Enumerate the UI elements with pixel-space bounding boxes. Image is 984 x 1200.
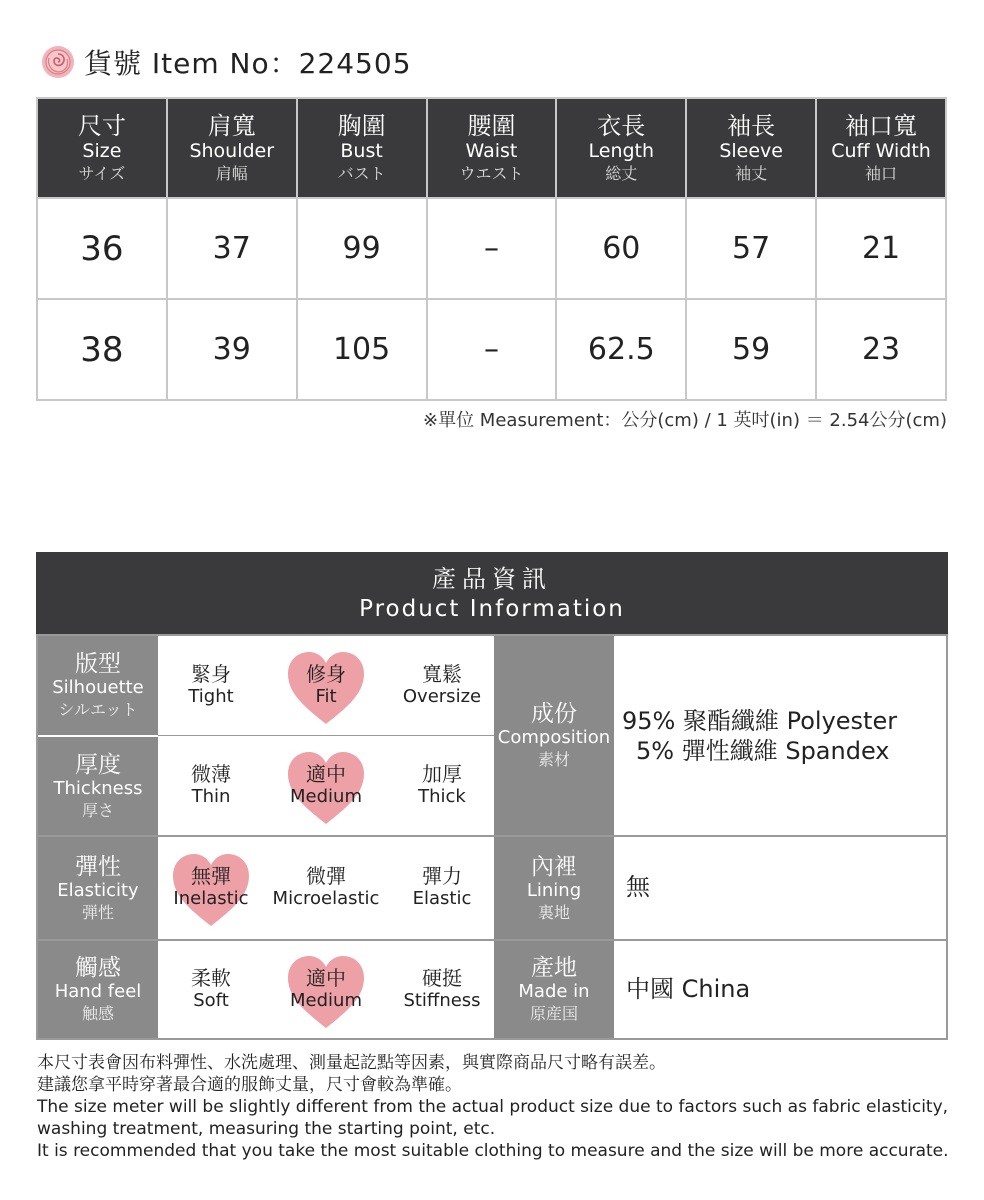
composition-value [622, 706, 897, 766]
origin-value: 中國 China [626, 975, 751, 1003]
option-oversize: 寬鬆 Oversize [402, 662, 482, 707]
item-header [40, 40, 412, 84]
footer-notes [37, 1052, 957, 1162]
footer-line: washing treatment, measuring the starting point, etc. [37, 1119, 496, 1139]
option-tight: 緊身 Tight [188, 662, 234, 707]
divider [36, 835, 948, 837]
divider [946, 634, 948, 1040]
footer-line: 本尺寸表會因布料彈性、水洗處理、測量起訖點等因素，與實際商品尺寸略有誤差。 [37, 1053, 666, 1073]
option-inelastic: 無彈 Inelastic [156, 864, 266, 910]
bust-cell: 99 [297, 198, 427, 299]
label-lining: 內裡 Lining 裏地 [494, 837, 614, 939]
table-row [37, 198, 946, 299]
divider [36, 1038, 948, 1040]
option-microelastic: 微彈 Microelastic [272, 864, 380, 909]
header-sleeve: 袖長 Sleeve 袖丈 [686, 98, 816, 198]
option-stiffness: 硬挺 Stiffness [403, 966, 481, 1011]
header-size: 尺寸 Size サイズ [37, 98, 167, 198]
label-silhouette: 版型 Silhouette シルエット [38, 636, 158, 735]
header-shoulder: 肩寬 Shoulder 肩幅 [167, 98, 297, 198]
waist-cell: – [427, 299, 557, 400]
header-bust: 胸圍 Bust バスト [297, 98, 427, 198]
divider [158, 735, 494, 736]
option-medium-feel: 適中 Medium [271, 966, 381, 1012]
size-table-header [37, 98, 946, 198]
length-cell: 62.5 [556, 299, 686, 400]
option-fit: 修身 Fit [271, 662, 381, 708]
header-waist: 腰圍 Waist ウエスト [427, 98, 557, 198]
footer-line: 建議您拿平時穿著最合適的服飾丈量，尺寸會較為準確。 [37, 1075, 462, 1095]
size-cell: 38 [37, 299, 167, 400]
sleeve-cell: 59 [686, 299, 816, 400]
length-cell: 60 [556, 198, 686, 299]
label-thickness: 厚度 Thickness 厚さ [38, 737, 158, 835]
size-cell: 36 [37, 198, 167, 299]
label-composition: 成份 Composition 素材 [494, 636, 614, 835]
footer-line: It is recommended that you take the most suitable clothing to measure and the size will be more accurate. [37, 1141, 949, 1161]
composition-line: 95% 聚酯纖維 Polyester [622, 707, 898, 735]
cuff-width-cell: 23 [816, 299, 946, 400]
cuff-width-cell: 21 [816, 198, 946, 299]
header-length: 衣長 Length 総丈 [556, 98, 686, 198]
option-thick: 加厚 Thick [418, 762, 466, 807]
option-medium-thickness: 適中 Medium [271, 762, 381, 808]
shoulder-cell: 37 [167, 198, 297, 299]
lining-value: 無 [626, 873, 650, 901]
table-row [37, 299, 946, 400]
product-info-title-en: Product Information [359, 596, 625, 622]
rose-icon [40, 44, 76, 80]
header-cuff-width: 袖口寬 Cuff Width 袖口 [816, 98, 946, 198]
item-number: 貨號 Item No：224505 [84, 47, 412, 80]
size-table [36, 97, 947, 401]
divider [36, 939, 948, 941]
product-info-panel [36, 552, 948, 1040]
sleeve-cell: 57 [686, 198, 816, 299]
composition-line: 5% 彈性纖維 Spandex [636, 737, 890, 765]
label-origin: 產地 Made in 原産国 [494, 941, 614, 1038]
footer-line: The size meter will be slightly different from the actual product size due to factors such as fabric elasticity, [37, 1097, 949, 1117]
label-elasticity: 彈性 Elasticity 弾性 [38, 837, 158, 939]
option-elastic: 彈力 Elastic [412, 864, 472, 909]
unit-note: ※單位 Measurement：公分(cm) / 1 英吋(in) ＝ 2.54公分(cm) [423, 410, 947, 431]
option-soft: 柔軟 Soft [191, 966, 231, 1011]
product-info-title-zh: 產品資訊 [432, 565, 552, 593]
product-info-title [36, 552, 948, 634]
divider [36, 634, 948, 636]
bust-cell: 105 [297, 299, 427, 400]
option-thin: 微薄 Thin [191, 762, 231, 807]
waist-cell: – [427, 198, 557, 299]
label-hand-feel: 觸感 Hand feel 触感 [38, 941, 158, 1038]
shoulder-cell: 39 [167, 299, 297, 400]
